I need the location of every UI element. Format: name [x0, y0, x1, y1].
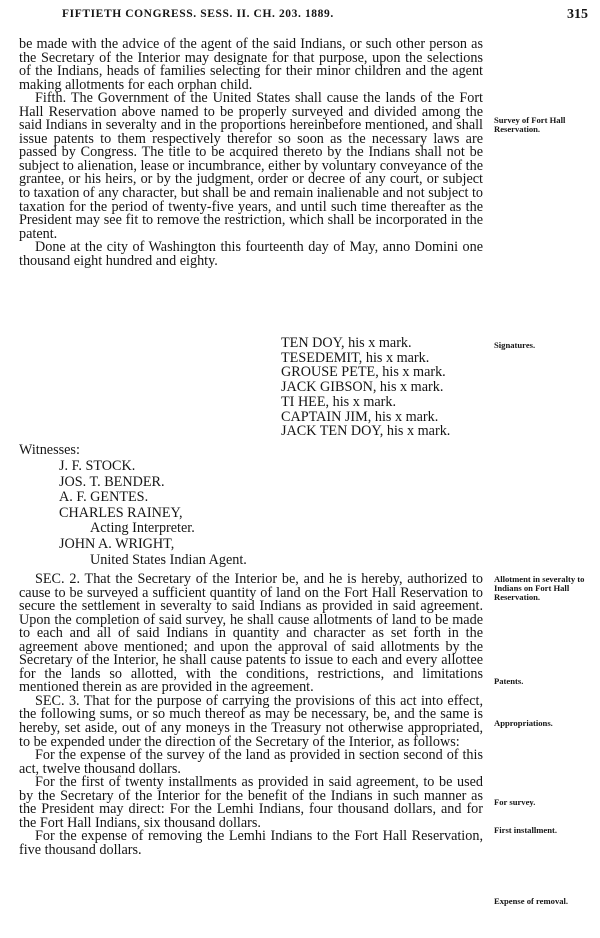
- margin-note-survey-fort-hall: Survey of Fort Hall Reservation.: [494, 115, 566, 135]
- margin-note-for-survey: For survey.: [494, 797, 536, 807]
- running-title: FIFTIETH CONGRESS. SESS. II. CH. 203. 1889.: [62, 8, 334, 20]
- section-2-paragraph: SEC. 2. That the Secretary of the Interior be, and he is hereby, authorized to cause to be surveyed a sufficient quantity of land on the Fort Hall Reservation to secure the settlement in severalty to said Indians as provided in said agreement. Upon the completion of said survey, he shall cause allotments of land to be made to each and all of said Indians in quantity and character as set forth in the agreement above mentioned; and upon the approval of said allotments by the Secretary of the Interior, he shall cause patents to issue to each and every allottee for the lands so allotted, with the conditions, restrictions, and limitations mentioned therein as are provided in the agreement.: [19, 571, 483, 696]
- witness-list: [59, 459, 247, 568]
- signature-line: CAPTAIN JIM, his x mark.: [281, 408, 439, 425]
- witness-name: A. F. GENTES.: [59, 489, 149, 506]
- witness-name: CHARLES RAINEY,: [59, 504, 183, 521]
- margin-note-patents: Patents.: [494, 676, 524, 686]
- signature-list: [281, 336, 501, 439]
- margin-note-signatures: Signatures.: [494, 340, 536, 350]
- signature-line: TEN DOY, his x mark.: [281, 335, 412, 351]
- witness-name: JOHN A. WRIGHT,: [59, 535, 175, 552]
- witness-title: Acting Interpreter.: [90, 520, 195, 537]
- witness-title: United States Indian Agent.: [90, 551, 247, 568]
- margin-note-allotment: Allotment in severalty to Indians on Fort Hall Reservation.: [494, 574, 585, 603]
- appropriation-installment-paragraph: For the first of twenty installments as provided in said agreement, to be used by the Secretary of the Interior for the benefit of the Indians in such manner as the President may direct: For the Lemhi Indians, four thousand dollars, and for the Fort Hall Indians, six thousand dollars.: [19, 774, 483, 831]
- signature-line: TI HEE, his x mark.: [281, 393, 397, 410]
- signature-line: GROUSE PETE, his x mark.: [281, 364, 446, 381]
- appropriation-removal-paragraph: For the expense of removing the Lemhi Indians to the Fort Hall Reservation, five thousand dollars.: [19, 828, 483, 858]
- signature-line: JACK GIBSON, his x mark.: [281, 379, 444, 396]
- page-number: 315: [567, 7, 588, 22]
- margin-note-appropriations: Appropriations.: [494, 718, 553, 728]
- appropriation-survey-paragraph: For the expense of the survey of the land as provided in section second of this act, twelve thousand dollars.: [19, 747, 483, 777]
- margin-note-first-installment: First installment.: [494, 825, 558, 835]
- witnesses-heading: Witnesses:: [19, 442, 80, 458]
- witness-name: JOS. T. BENDER.: [59, 473, 165, 490]
- running-header: [0, 8, 600, 26]
- signature-line: JACK TEN DOY, his x mark.: [281, 423, 451, 440]
- paragraph-continuation: be made with the advice of the agent of the said Indians, or such other person as the Secretary of the Interior may designate for that purpose, upon the selections of the Indians, heads of families selecting for their minor children and the agent making allotments for each orphan child.: [19, 36, 483, 93]
- witness-name: J. F. STOCK.: [59, 458, 136, 474]
- act-sections: [19, 573, 483, 857]
- agreement-text-upper: [19, 38, 483, 268]
- margin-note-expense-removal: Expense of removal.: [494, 896, 569, 906]
- paragraph-fifth-article: Fifth. The Government of the United States shall cause the lands of the Fort Hall Reservation above named to be properly surveyed and divided among the said Indians in severalty and in the proportions hereinbefore mentioned, and shall issue patents to them respectively therefor so soon as the necessary laws are passed by Congress. The title to be acquired thereto by the Indians shall not be subject to alienation, lease or incumbrance, either by voluntary conveyance of the grantee, or his heirs, or by the judgment, order or decree of any court, or subject to taxation of any character, but shall be and remain inalienable and not subject to taxation for the period of twenty-five years, and until such time thereafter as the President may see fit to remove the restriction, which shall be incorporated in the patent.: [19, 90, 483, 242]
- signature-line: TESEDEMIT, his x mark.: [281, 349, 430, 366]
- section-3-paragraph: SEC. 3. That for the purpose of carrying the provisions of this act into effect, the following sums, or so much thereof as may be necessary, be, and the same is hereby, set aside, out of any moneys in the Treasury not otherwise appropriated, to be expended under the direction of the Secretary of the Interior, as follows:: [19, 692, 483, 750]
- paragraph-done-at-washington: Done at the city of Washington this fourteenth day of May, anno Domini one thousand eight hundred and eighty.: [19, 239, 483, 269]
